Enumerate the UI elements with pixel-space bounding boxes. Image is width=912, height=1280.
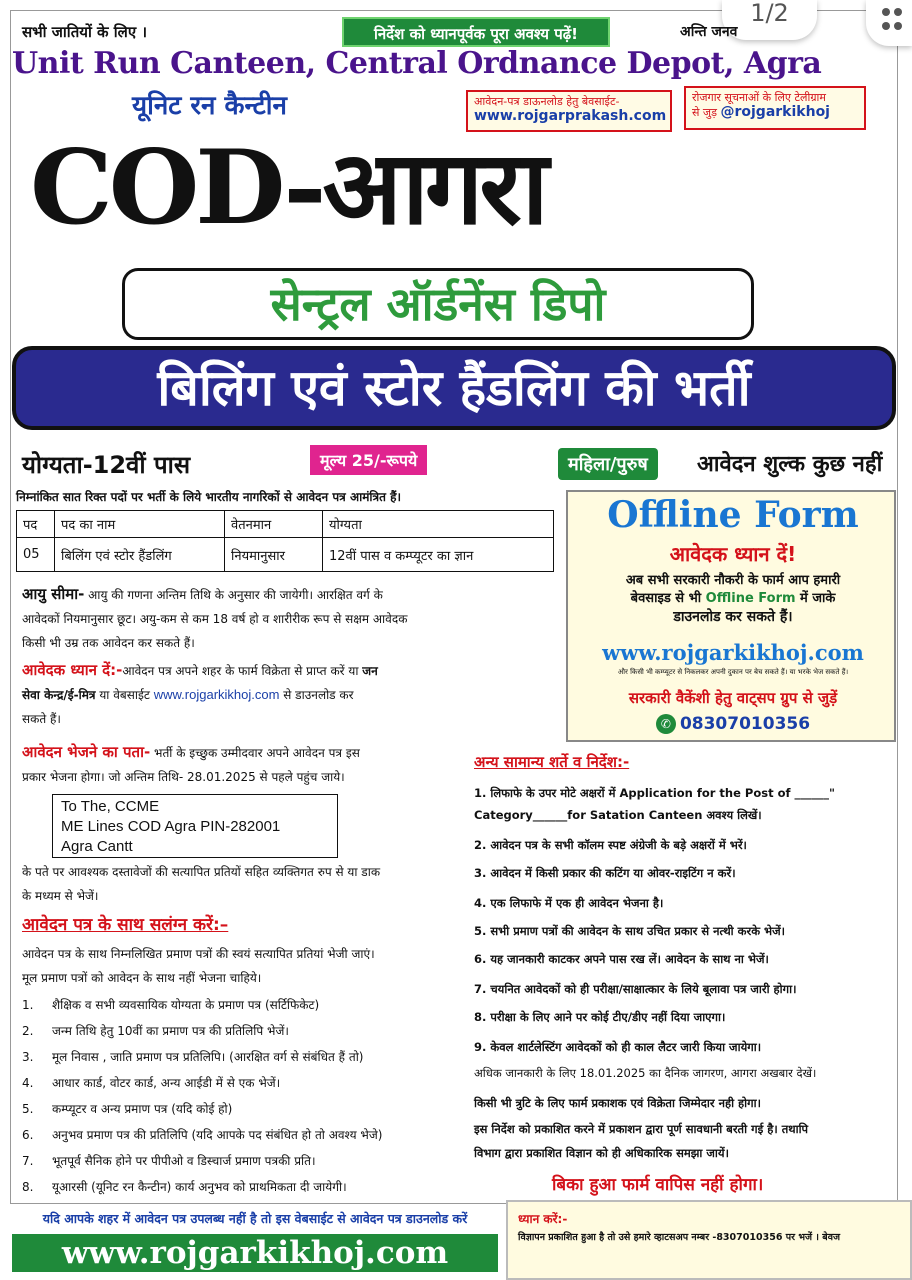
offline-desc-line1: अब सभी सरकारी नौकरी के फार्म आप हमारी <box>625 573 841 588</box>
table-cell: बिलिंग एवं स्टोर हैंडलिंग <box>55 538 225 572</box>
table-header-row <box>17 511 554 538</box>
table-cell: 12वीं पास व कम्प्यूटर का ज्ञान <box>323 538 554 572</box>
applicant-attention: आवेदक ध्यान दें! <box>669 542 797 566</box>
offline-desc-highlight: Offline Form <box>705 591 796 606</box>
rule-item: इस निर्देश को प्रकाशित करने में प्रकाशन द्वारा पूर्ण सावधानी बरती गई है। तथापि <box>474 1122 809 1136</box>
address-line3: Agra Cantt <box>61 838 133 855</box>
list-item-num: 1. <box>22 998 34 1012</box>
applicant-note-url[interactable]: www.rojgarkikhoj.com <box>153 687 280 702</box>
footer-attention-text: विज्ञापन प्रकाशित हुआ है तो उसे हमारे व्हाटसअप नम्बर -8307010356 पर भजें । बेवज <box>518 1232 841 1243</box>
applicant-note-line2-bold: सेवा केन्द्र/ई-मित्र <box>22 688 96 702</box>
list-item <box>22 1048 363 1065</box>
table-cell: नियमानुसार <box>225 538 323 572</box>
rule-item: 7. चयनित आवेदकों को ही परीक्षा/साक्षात्कार के लिये बूलावा पत्र जारी होगा। <box>474 982 797 996</box>
phone-number[interactable]: 08307010356 <box>679 714 811 734</box>
application-fee: आवेदन शुल्क कुछ नहीं <box>697 452 883 477</box>
offline-form-box <box>566 490 896 742</box>
whatsapp-icon: ✆ <box>656 714 676 734</box>
attachments-intro2: मूल प्रमाण पत्रों को आवेदन के साथ नहीं भेजना चाहिये। <box>22 971 262 985</box>
main-title: Unit Run Canteen, Central Ordnance Depot, Agra <box>12 46 822 81</box>
page-counter: 1/2 <box>722 0 817 40</box>
list-item-text: भूतपूर्व सैनिक होने पर पीपीओ व डिस्चार्ज प्रमाण पत्रकी प्रति। <box>52 1154 316 1168</box>
footer-attention-heading: ध्यान करें:- <box>518 1212 568 1226</box>
rule-item: विभाग द्वारा प्रकाशित विज्ञान को ही अधिकारिक समझा जायें। <box>474 1146 729 1160</box>
telegram-box <box>684 86 866 130</box>
rule-item: Category______for Satation Canteen अवश्य लिखें। <box>474 808 762 822</box>
rule-item: 2. आवेदन पत्र के सभी कॉलम स्पष्ट अंग्रेजी के बड़े अक्षरों में भरें। <box>474 838 747 852</box>
table-row <box>17 538 554 572</box>
list-item <box>22 1100 232 1117</box>
age-limit-heading: आयु सीमा- <box>22 585 85 603</box>
rule-item: 4. एक लिफाफे में एक ही आवेदन भेजना है। <box>474 896 664 910</box>
applicant-note-line1-bold: जन <box>362 664 378 678</box>
list-item-text: जन्म तिथि हेतु 10वीं का प्रमाण पत्र की प्रतिलिपि भेजें। <box>52 1024 289 1038</box>
telegram-label: रोजगार सूचनाओं के लिए टेलीग्राम <box>692 91 826 104</box>
footer-attention-box <box>506 1200 912 1280</box>
offline-description <box>580 572 886 626</box>
attachments-intro1: आवेदन पत्र के साथ निम्नलिखित प्रमाण पत्रों की स्वयं सत्यापित प्रतियां भेजी जाएं। <box>22 947 375 961</box>
applicant-note-line1: आवेदन पत्र अपने शहर के फार्म विक्रेता से प्राप्त करें या <box>122 664 363 678</box>
list-item <box>22 1152 316 1169</box>
offline-small-note: और किसी भी कम्प्यूटर से निकलकर अपनी दुकान पर बेच सकते हैं। या भरके भेज सकते हैं। <box>617 668 849 676</box>
table-header-cell: वेतनमान <box>225 511 323 538</box>
after-address-line2: के मध्यम से भेजें। <box>22 889 99 903</box>
download-url[interactable]: www.rojgarprakash.com <box>474 108 667 124</box>
rule-item: किसी भी त्रुटि के लिए फार्म प्रकाशक एवं विक्रेता जिम्मेदार नही होगा। <box>474 1096 761 1110</box>
applicant-note-line3: सकते हैं। <box>22 712 61 726</box>
rule-item: 5. सभी प्रमाण पत्रों की आवेदन के साथ उचित प्रकार से नत्थी करके भेजें। <box>474 924 786 938</box>
offline-website-url[interactable]: www.rojgarkikhoj.com <box>602 640 864 665</box>
rule-item: अधिक जानकारी के लिए 18.01.2025 का दैनिक जागरण, आगरा अखबार देखें। <box>474 1066 817 1080</box>
list-item-num: 7. <box>22 1154 34 1168</box>
last-date-fragment: अन्ति जनव <box>680 24 738 40</box>
list-item <box>22 1178 347 1195</box>
age-limit-section <box>22 582 562 655</box>
send-address-line2: प्रकार भेजना होगा। जो अन्तिम तिथि- 28.01.2025 से पहले पहुंच जाये। <box>22 770 345 784</box>
offline-desc-pre: बेवसाइड से भी <box>630 591 706 606</box>
download-website-box <box>466 90 672 132</box>
table-cell: 05 <box>17 538 55 572</box>
send-address-heading: आवेदन भेजने का पता- <box>22 743 151 761</box>
footer-download-note: यदि आपके शहर में आवेदन पत्र उपलब्ध नहीं है तो इस वेबसाईट से आवेदन पत्र डाउनलोड करें <box>42 1211 468 1226</box>
list-item-text: मूल निवास , जाति प्रमाण पत्र प्रतिलिपि। (आरक्षित वर्ग से संबंधित हैं तो) <box>52 1050 364 1064</box>
rules-heading: अन्य सामान्य शर्ते व निर्देश:- <box>474 753 630 771</box>
list-item-num: 5. <box>22 1102 34 1116</box>
list-item-text: अनुभव प्रमाण पत्र की प्रतिलिपि (यदि आपके पद संबंधित हो तो अवश्य भेजे) <box>52 1128 383 1142</box>
table-header-cell: योग्यता <box>323 511 554 538</box>
applicant-note-line2-end: से डाउनलोड कर <box>279 688 354 702</box>
age-limit-line2: आवेदकों नियमानुसार छूट। अयु-कम से कम 18 वर्ष हो व शारीरीक रूप से सक्षम आवेदक <box>22 612 408 626</box>
phone-row <box>568 714 898 734</box>
whatsapp-group-text: सरकारी वैकेंशी हेतु वाट्सप ग्रुप से जुड़ें <box>628 689 838 707</box>
applicant-note-heading: आवेदक ध्यान दें:- <box>22 661 123 679</box>
offline-form-title: Offline Form <box>607 494 859 536</box>
telegram-prefix: से जुड़ <box>692 106 717 119</box>
eligibility: योग्यता-12वीं पास <box>22 451 191 479</box>
gender-badge: महिला/पुरुष <box>558 448 658 480</box>
footer-url-bar[interactable]: www.rojgarkikhoj.com <box>12 1234 498 1272</box>
list-item-text: शैक्षिक व सभी व्यवसायिक योग्यता के प्रमाण पत्र (सर्टिफिकेट) <box>52 998 320 1012</box>
cod-agra-title: COD-आगरा <box>30 128 545 248</box>
offline-desc-line2 <box>580 590 886 608</box>
offline-desc-line3: डाउनलोड कर सकते हैं। <box>673 609 793 625</box>
list-item <box>22 996 319 1013</box>
rule-item: 8. परीक्षा के लिए आने पर कोई टीए/डीए नहीं दिया जाएगा। <box>474 1010 726 1024</box>
list-item-text: आधार कार्ड, वोटर कार्ड, अन्य आईडी में से एक भेजें। <box>52 1076 281 1090</box>
all-castes-note: सभी जातियों के लिए । <box>22 23 148 41</box>
list-item <box>22 1022 289 1039</box>
list-item-num: 4. <box>22 1076 34 1090</box>
age-limit-line3: किसी भी उम्र तक आवेदन कर सकते हैं। <box>22 636 195 650</box>
table-header-cell: पद का नाम <box>55 511 225 538</box>
download-label: आवेदन-पत्र डाऊनलोड हेतु बेवसाईट- <box>474 95 620 108</box>
address-box <box>52 794 338 858</box>
billing-recruitment-banner: बिलिंग एवं स्टोर हैंडलिंग की भर्ती <box>12 346 896 430</box>
central-ordnance-depot-box: सेन्ट्रल ऑर्डनेंस डिपो <box>122 268 754 340</box>
post-table <box>16 510 554 572</box>
after-address-line1: के पते पर आवश्यक दस्तावेजों की सत्यापित प्रतियों सहित व्यक्तिगत रुप से या डाक <box>22 865 381 879</box>
rule-item: 9. केवल शार्टलेस्टिंग आवेदकों को ही काल लैटर जारी किया जायेगा। <box>474 1040 762 1054</box>
list-item-text: यूआरसी (यूनिट रन कैन्टीन) कार्य अनुभव को प्राथमिकता दी जायेगी। <box>52 1180 347 1194</box>
list-item <box>22 1074 280 1091</box>
applicant-note-line2-mid: या वेबसाईट <box>95 688 154 702</box>
send-address-line1: भर्ती के इच्छुक उम्मीदवार अपने आवेदन पत्र इस <box>150 746 360 760</box>
not-returned-notice: बिका हुआ फार्म वापिस नहीं होगा। <box>552 1175 764 1195</box>
age-limit-line1: आयु की गणना अन्तिम तिथि के अनुसार की जायेगी। आरक्षित वर्ग के <box>84 588 383 602</box>
list-item <box>22 1126 382 1143</box>
list-item-num: 8. <box>22 1180 34 1194</box>
unit-run-canteen-hindi: यूनिट रन कैन्टीन <box>132 91 287 121</box>
intro-text: निम्नांकित सात रिक्त पदों पर भर्ती के लिये भारतीय नागरिकों से आवेदन पत्र आमंत्रित हैं। <box>16 490 402 504</box>
table-header-cell: पद <box>17 511 55 538</box>
list-item-text: कम्प्यूटर व अन्य प्रमाण पत्र (यदि कोई हो) <box>52 1102 233 1116</box>
attachments-heading: आवेदन पत्र के साथ सलंग्न करें:– <box>22 915 229 935</box>
rule-item: 1. लिफाफे के उपर मोटे अक्षरों में Application for the Post of ______" <box>474 786 835 800</box>
instruction-banner: निर्देश को ध्यानपूर्वक पूरा अवश्य पढ़ें! <box>342 17 610 47</box>
address-line2: ME Lines COD Agra PIN-282001 <box>61 818 281 835</box>
telegram-handle[interactable]: @rojgarkikhoj <box>720 104 830 120</box>
address-line1: To The, CCME <box>61 798 160 815</box>
rule-item: 6. यह जानकारी काटकर अपने पास रख लें। आवेदन के साथ ना भेजें। <box>474 952 769 966</box>
price-badge: मूल्य 25/-रूपये <box>310 445 427 475</box>
applicant-note-section <box>22 658 562 731</box>
list-item-num: 6. <box>22 1128 34 1142</box>
rule-item: 3. आवेदन में किसी प्रकार की कटिंग या ओवर-राइटिंग न करें। <box>474 866 736 880</box>
more-dots-icon[interactable] <box>866 0 912 46</box>
list-item-num: 2. <box>22 1024 34 1038</box>
list-item-num: 3. <box>22 1050 34 1064</box>
offline-desc-post: में जाके <box>795 591 836 606</box>
